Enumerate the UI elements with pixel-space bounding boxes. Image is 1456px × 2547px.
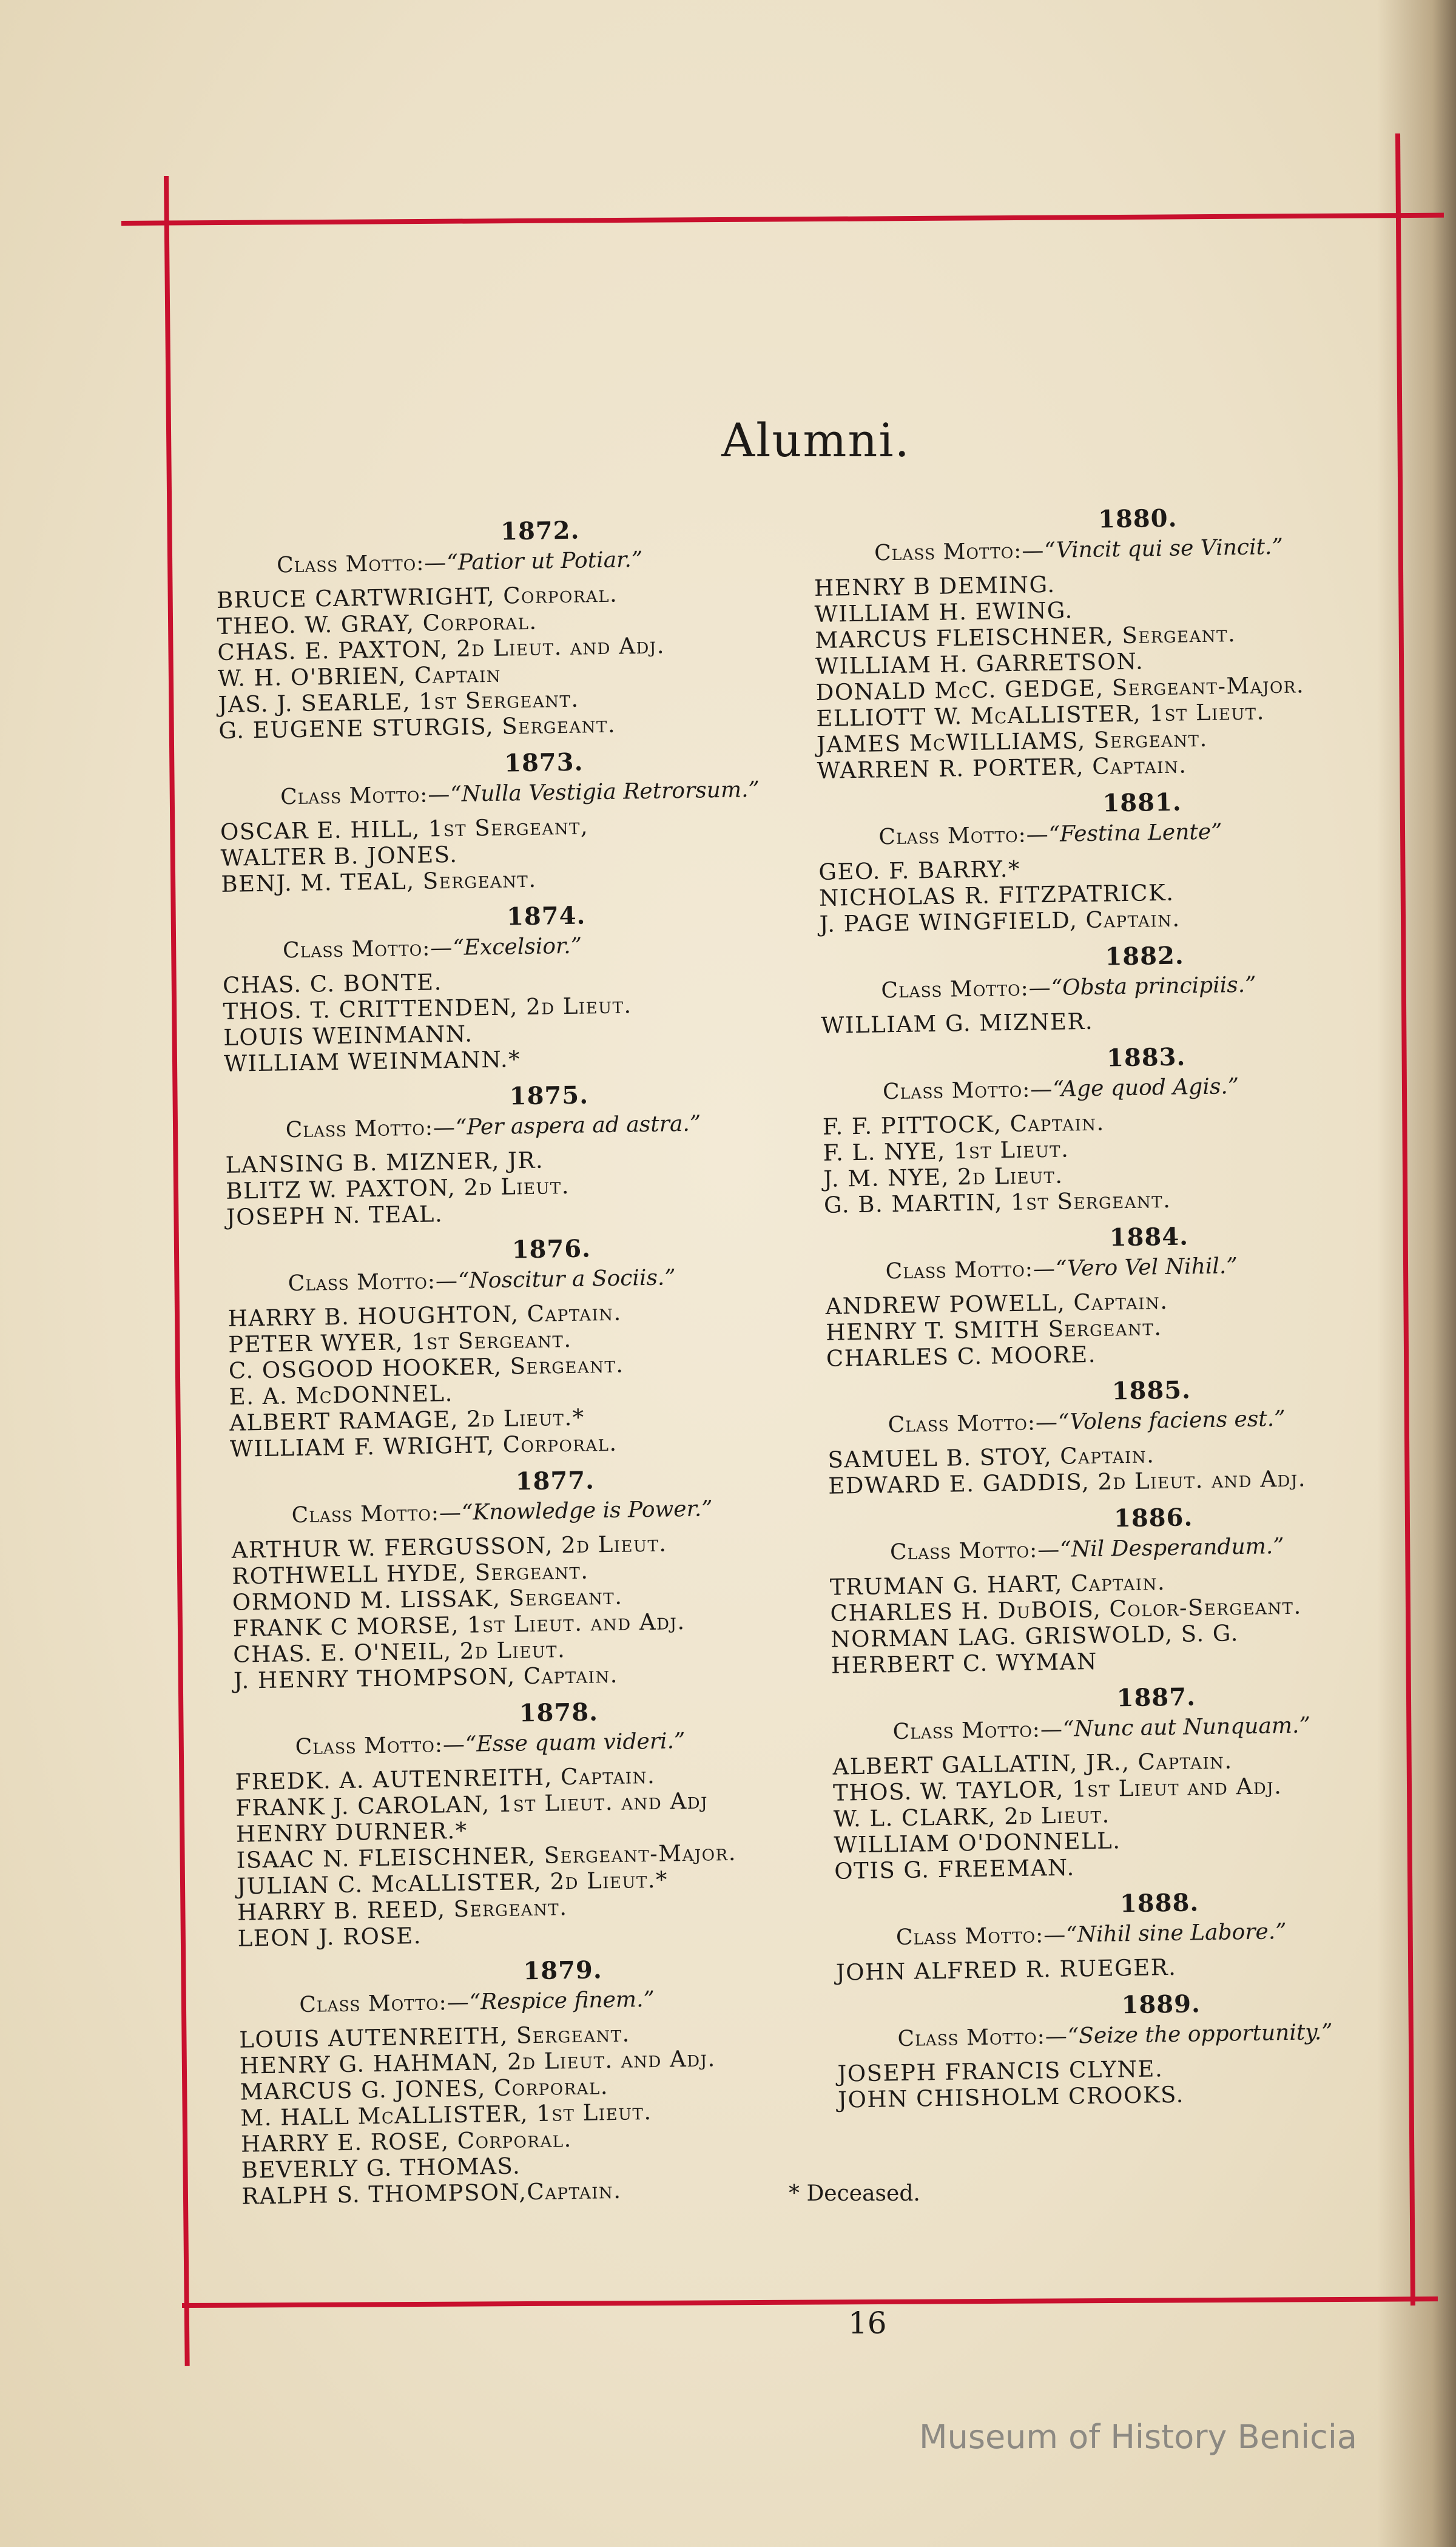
class-motto-text: “Knowledge is Power.” xyxy=(461,1496,713,1525)
alumni-name: FRANK J. CAROLAN, 1st Lieut. and Adj xyxy=(235,1787,709,1821)
class-year: 1878. xyxy=(519,1698,599,1728)
alumni-name-list xyxy=(235,1759,851,1952)
class-motto xyxy=(835,1917,1449,1951)
class-block xyxy=(832,1679,1448,1884)
alumni-name: JAS. J. SEARLE, 1st Sergeant. xyxy=(218,686,579,718)
class-year: 1886. xyxy=(1113,1503,1193,1533)
class-motto xyxy=(227,1263,840,1297)
alumni-name: WARREN R. PORTER, Captain. xyxy=(817,752,1187,784)
class-year: 1885. xyxy=(1111,1375,1191,1406)
class-motto-text: “Esse quam videri.” xyxy=(465,1729,686,1757)
class-motto xyxy=(822,1071,1435,1105)
class-motto-label: Class Motto:— xyxy=(291,1500,462,1528)
alumni-name: W. L. CLARK, 2d Lieut. xyxy=(833,1801,1110,1832)
class-motto-text: “Age quod Agis.” xyxy=(1052,1074,1239,1102)
class-motto-label: Class Motto:— xyxy=(888,1409,1059,1438)
class-motto xyxy=(837,2018,1450,2053)
class-motto xyxy=(824,1250,1438,1285)
class-motto-text: “Patior ut Potiar.” xyxy=(447,547,643,576)
alumni-name: WALTER B. JONES. xyxy=(220,841,458,871)
alumni-name-list xyxy=(825,1284,1439,1372)
class-year: 1882. xyxy=(1105,941,1185,971)
alumni-name: JOHN ALFRED R. RUEGER. xyxy=(835,1954,1177,1986)
class-year: 1876. xyxy=(511,1234,592,1264)
alumni-name: HARRY B. HOUGHTON, Captain. xyxy=(228,1299,622,1332)
class-block xyxy=(227,1230,843,1462)
alumni-name: LOUIS WEINMANN. xyxy=(223,1020,473,1051)
alumni-name: JAMES McWILLIAMS, Sergeant. xyxy=(816,725,1208,758)
class-block xyxy=(829,1499,1444,1679)
class-motto-text: “Per aspera ad astra.” xyxy=(455,1111,701,1140)
class-motto-text: “Nil Desperandum.” xyxy=(1059,1534,1284,1562)
alumni-name-list xyxy=(821,1003,1434,1039)
alumni-name: NICHOLAS R. FITZPATRICK. xyxy=(818,879,1175,911)
alumni-name-list xyxy=(827,1437,1441,1499)
alumni-name: TRUMAN G. HART, Captain. xyxy=(829,1569,1166,1601)
class-motto-text: “Noscitur a Sociis.” xyxy=(457,1265,676,1294)
alumni-name: OTIS G. FREEMAN. xyxy=(834,1854,1075,1884)
alumni-name: MARCUS FLEISCHNER, Sergeant. xyxy=(815,621,1236,653)
class-motto-label: Class Motto:— xyxy=(295,1732,466,1760)
class-motto-label: Class Motto:— xyxy=(885,1256,1056,1284)
alumni-name: RALPH S. THOMPSON,Captain. xyxy=(241,2177,622,2210)
class-motto xyxy=(818,816,1431,851)
class-year: 1888. xyxy=(1119,1888,1199,1918)
alumni-name: ARTHUR W. FERGUSSON, 2d Lieut. xyxy=(231,1530,667,1564)
alumni-name-list xyxy=(836,1950,1449,1986)
alumni-name: FREDK. A. AUTENREITH, Captain. xyxy=(235,1762,656,1795)
alumni-name: EDWARD E. GADDIS, 2d Lieut. and Adj. xyxy=(827,1465,1307,1499)
alumni-name: ALBERT GALLATIN, JR., Captain. xyxy=(832,1747,1233,1780)
alumni-name: F. F. PITTOCK, Captain. xyxy=(822,1109,1105,1140)
class-motto-label: Class Motto:— xyxy=(882,1076,1053,1105)
class-block xyxy=(234,1694,851,1952)
alumni-name: W. H. O'BRIEN, Captain xyxy=(217,661,502,692)
alumni-name-list xyxy=(220,809,834,897)
alumni-name: LANSING B. MIZNER, JR. xyxy=(225,1147,544,1178)
alumni-name: MARCUS G. JONES, Corporal. xyxy=(240,2073,609,2105)
class-motto-text: “Nihil sine Labore.” xyxy=(1065,1919,1287,1948)
alumni-name: NORMAN LAG. GRISWOLD, S. G. xyxy=(830,1620,1239,1653)
alumni-name: HENRY T. SMITH Sergeant. xyxy=(825,1314,1162,1346)
class-motto-label: Class Motto:— xyxy=(892,1716,1063,1745)
class-motto-label: Class Motto:— xyxy=(285,1115,456,1143)
class-motto-label: Class Motto:— xyxy=(276,550,447,578)
alumni-name-list xyxy=(818,849,1432,937)
class-motto xyxy=(820,970,1434,1004)
class-motto-text: “Vero Vel Nihil.” xyxy=(1055,1253,1238,1281)
alumni-name-list xyxy=(823,1104,1437,1218)
alumni-name: J. PAGE WINGFIELD, Captain. xyxy=(819,905,1181,937)
alumni-name: DONALD McC. GEDGE, Sergeant-Major. xyxy=(815,672,1305,706)
alumni-name: GEO. F. BARRY.* xyxy=(818,855,1021,885)
alumni-name: LEON J. ROSE. xyxy=(237,1922,422,1952)
alumni-name: SAMUEL B. STOY, Captain. xyxy=(827,1442,1155,1473)
class-motto-label: Class Motto:— xyxy=(280,781,451,810)
class-block xyxy=(219,744,834,897)
class-motto-label: Class Motto:— xyxy=(288,1268,459,1297)
class-motto xyxy=(220,776,833,811)
class-motto-label: Class Motto:— xyxy=(878,821,1050,850)
alumni-name-list xyxy=(837,2051,1451,2113)
deceased-footnote: * Deceased. xyxy=(789,2181,920,2206)
class-motto-text: “Nulla Vestigia Retrorsum.” xyxy=(450,777,760,807)
class-block xyxy=(238,1952,854,2210)
alumni-name: THOS. W. TAYLOR, 1st Lieut and Adj. xyxy=(832,1773,1282,1806)
alumni-name-list xyxy=(223,963,837,1077)
alumni-name: ELLIOTT W. McALLISTER, 1st Lieut. xyxy=(816,698,1266,732)
class-year: 1883. xyxy=(1106,1042,1186,1073)
class-motto-text: “Nunc aut Nunquam.” xyxy=(1062,1713,1311,1742)
class-block xyxy=(824,1218,1440,1372)
alumni-name: CHAS. E. PAXTON, 2d Lieut. and Adj. xyxy=(217,632,666,666)
alumni-name: THOS. T. CRITTENDEN, 2d Lieut. xyxy=(223,992,632,1025)
alumni-name: E. A. McDONNEL. xyxy=(229,1380,454,1410)
class-motto-text: “Seize the opportunity.” xyxy=(1067,2019,1333,2049)
class-year: 1875. xyxy=(509,1081,589,1111)
alumni-name-list xyxy=(239,2017,855,2210)
alumni-name: WILLIAM H. GARRETSON. xyxy=(815,648,1144,680)
class-motto-label: Class Motto:— xyxy=(897,2023,1068,2052)
alumni-name: C. OSGOOD HOOKER, Sergeant. xyxy=(228,1351,624,1384)
class-year: 1877. xyxy=(515,1466,595,1496)
alumni-name: CHARLES H. DuBOIS, Color-Sergeant. xyxy=(830,1593,1302,1627)
alumni-name: CHAS. C. BONTE. xyxy=(222,969,443,999)
class-motto xyxy=(216,544,829,579)
class-motto-text: “Excelsior.” xyxy=(453,933,582,960)
class-block xyxy=(827,1372,1441,1499)
alumni-name: CHARLES C. MOORE. xyxy=(826,1341,1097,1372)
class-block xyxy=(820,937,1434,1039)
class-year: 1887. xyxy=(1116,1682,1196,1713)
alumni-name: BLITZ W. PAXTON, 2d Lieut. xyxy=(225,1172,570,1204)
class-year: 1884. xyxy=(1109,1222,1189,1252)
alumni-name: WILLIAM G. MIZNER. xyxy=(821,1008,1094,1039)
class-block xyxy=(215,512,832,744)
alumni-name: BENJ. M. TEAL, Sergeant. xyxy=(221,866,537,897)
alumni-name: HERBERT C. WYMAN xyxy=(831,1648,1098,1679)
class-block xyxy=(813,500,1430,784)
class-block xyxy=(231,1462,847,1694)
class-motto-label: Class Motto:— xyxy=(881,975,1052,1004)
class-motto xyxy=(829,1531,1443,1566)
alumni-name: JOHN CHISHOLM CROOKS. xyxy=(837,2081,1185,2113)
alumni-name: FRANK C MORSE, 1st Lieut. and Adj. xyxy=(232,1608,686,1642)
alumni-name: HENRY DURNER.* xyxy=(235,1817,468,1847)
class-block xyxy=(835,1884,1449,1986)
class-motto-text: “Obsta principiis.” xyxy=(1051,972,1256,1000)
alumni-name: ANDREW POWELL, Captain. xyxy=(825,1287,1168,1320)
alumni-name: HENRY G. HAHMAN, 2d Lieut. and Adj. xyxy=(239,2045,716,2079)
alumni-name-list xyxy=(830,1565,1444,1679)
class-year: 1889. xyxy=(1121,1989,1201,2020)
class-motto xyxy=(234,1726,848,1761)
class-motto xyxy=(238,1984,852,2019)
alumni-name-list xyxy=(228,1296,843,1462)
alumni-name: THEO. W. GRAY, Corporal. xyxy=(217,608,538,639)
alumni-name: PETER WYER, 1st Sergeant. xyxy=(228,1326,572,1358)
class-motto xyxy=(222,929,835,964)
class-motto xyxy=(814,532,1427,567)
alumni-name: JOSEPH N. TEAL. xyxy=(226,1201,443,1230)
alumni-name: HARRY B. REED, Sergeant. xyxy=(237,1894,568,1926)
class-motto-text: “Volens faciens est.” xyxy=(1057,1406,1286,1435)
alumni-name: J. M. NYE, 2d Lieut. xyxy=(823,1162,1063,1192)
alumni-name: BRUCE CARTWRIGHT, Corporal. xyxy=(216,581,618,613)
alumni-name: ROTHWELL HYDE, Sergeant. xyxy=(231,1557,589,1590)
alumni-name-list xyxy=(814,565,1430,784)
alumni-name: F. L. NYE, 1st Lieut. xyxy=(823,1136,1070,1166)
class-motto-label: Class Motto:— xyxy=(282,935,453,963)
alumni-name-list xyxy=(225,1142,839,1230)
alumni-name: HARRY E. ROSE, Corporal. xyxy=(240,2126,573,2157)
class-motto-label: Class Motto:— xyxy=(874,538,1045,566)
alumni-name: G. B. MARTIN, 1st Sergeant. xyxy=(823,1186,1171,1218)
class-motto xyxy=(827,1404,1440,1439)
page-title: Alumni. xyxy=(721,413,911,467)
alumni-name: WILLIAM O'DONNELL. xyxy=(834,1827,1121,1858)
class-motto xyxy=(832,1711,1445,1746)
alumni-name: ISAAC N. FLEISCHNER, Sergeant-Major. xyxy=(236,1839,737,1874)
class-motto xyxy=(231,1494,844,1529)
class-year: 1881. xyxy=(1102,788,1182,818)
alumni-name-list xyxy=(217,578,832,744)
alumni-name: LOUIS AUTENREITH, Sergeant. xyxy=(238,2020,631,2053)
class-block xyxy=(221,897,837,1077)
alumni-name: G. EUGENE STURGIS, Sergeant. xyxy=(218,711,616,744)
alumni-name: CHAS. E. O'NEIL, 2d Lieut. xyxy=(232,1636,566,1668)
alumni-name: ALBERT RAMAGE, 2d Lieut.* xyxy=(229,1404,585,1436)
class-block xyxy=(224,1077,840,1230)
class-year: 1880. xyxy=(1097,504,1178,534)
alumni-name: JOSEPH FRANCIS CLYNE. xyxy=(837,2056,1164,2087)
class-motto xyxy=(224,1109,838,1144)
alumni-name: HENRY B DEMING. xyxy=(814,571,1056,601)
left-column xyxy=(215,512,855,2219)
class-motto-label: Class Motto:— xyxy=(895,1922,1067,1951)
alumni-name: OSCAR E. HILL, 1st Sergeant, xyxy=(220,813,589,845)
alumni-name: ORMOND M. LISSAK, Sergeant. xyxy=(232,1583,623,1616)
alumni-name: JULIAN C. McALLISTER, 2d Lieut.* xyxy=(236,1866,669,1900)
alumni-name: M. HALL McALLISTER, 1st Lieut. xyxy=(240,2099,652,2131)
class-motto-label: Class Motto:— xyxy=(889,1537,1060,1565)
class-year: 1874. xyxy=(506,901,586,931)
page-number: 16 xyxy=(848,2306,887,2341)
alumni-name: J. HENRY THOMPSON, Captain. xyxy=(233,1661,619,1694)
class-motto-text: “Vincit qui se Vincit.” xyxy=(1044,534,1284,564)
alumni-name-list xyxy=(832,1744,1447,1884)
class-block xyxy=(821,1039,1437,1218)
class-block xyxy=(817,784,1432,937)
alumni-name: WILLIAM H. EWING. xyxy=(814,597,1074,627)
class-block xyxy=(836,1986,1451,2113)
class-motto-label: Class Motto:— xyxy=(299,1989,470,2018)
alumni-name: WILLIAM WEINMANN.* xyxy=(223,1046,521,1077)
class-motto-text: “Festina Lente” xyxy=(1048,819,1222,847)
class-year: 1873. xyxy=(504,747,584,778)
alumni-name: BEVERLY G. THOMAS. xyxy=(241,2153,521,2184)
museum-watermark: Museum of History Benicia xyxy=(919,2418,1357,2456)
class-year: 1879. xyxy=(523,1955,603,1986)
class-motto-text: “Respice finem.” xyxy=(469,1986,655,2015)
alumni-name-list xyxy=(231,1528,846,1694)
class-year: 1872. xyxy=(500,516,580,546)
right-column xyxy=(813,500,1451,2123)
alumni-name: WILLIAM F. WRIGHT, Corporal. xyxy=(229,1429,618,1462)
